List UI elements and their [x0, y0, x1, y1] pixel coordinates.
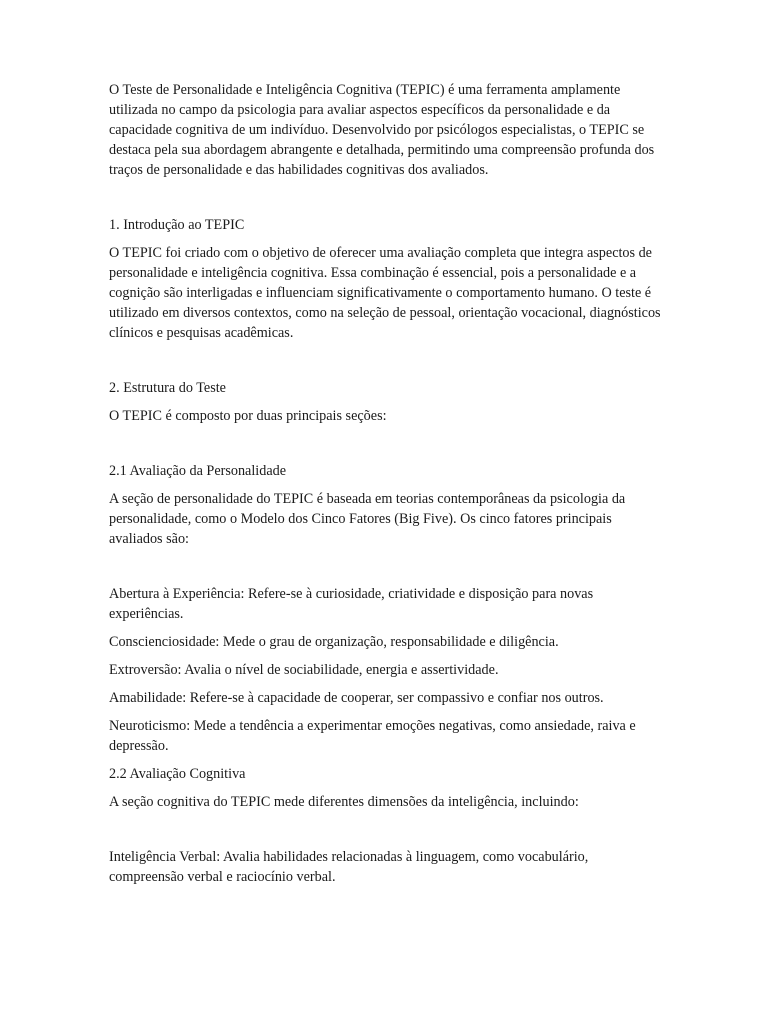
cognitive-item: Inteligência Verbal: Avalia habilidades relacionadas à linguagem, como vocabulário, compreensão verbal e raciocínio verbal. [109, 849, 589, 885]
section-2-1-body: A seção de personalidade do TEPIC é baseada em teorias contemporâneas da psicologia da personalidade, como o Modelo dos Cinco Fatores (Big Five). Os cinco fatores principais avaliados são: [109, 491, 626, 547]
section-1-body: O TEPIC foi criado com o objetivo de oferecer uma avaliação completa que integra aspectos de personalidade e inteligência cognitiva. Essa combinação é essencial, pois a personalidade e a cognição são interligadas e influenciam significativamente o comportamento humano. O teste é utilizado em diversos contextos, como na seleção de pessoal, orientação vocacional, diagnósticos clínicos e pesquisas acadêmicas. [109, 245, 661, 341]
intro-paragraph: O Teste de Personalidade e Inteligência Cognitiva (TEPIC) é uma ferramenta amplamente utilizada no campo da psicologia para avaliar aspectos específicos da personalidade e da capacidade cognitiva de um indivíduo. Desenvolvido por psicólogos especialistas, o TEPIC se destaca pela sua abordagem abrangente e detalhada, permitindo uma compreensão profunda dos traços de personalidade e das habilidades cognitivas dos avaliados. [109, 82, 655, 178]
section-2-2-body: A seção cognitiva do TEPIC mede diferentes dimensões da inteligência, incluindo: [109, 794, 579, 810]
factor-item: Conscienciosidade: Mede o grau de organização, responsabilidade e diligência. [109, 634, 559, 650]
factor-item: Neuroticismo: Mede a tendência a experimentar emoções negativas, como ansiedade, raiva e depressão. [109, 718, 636, 754]
section-2-body: O TEPIC é composto por duas principais seções: [109, 408, 387, 424]
section-2-heading: 2. Estrutura do Teste [109, 380, 226, 396]
section-2-1-heading: 2.1 Avaliação da Personalidade [109, 463, 287, 479]
factor-item: Amabilidade: Refere-se à capacidade de cooperar, ser compassivo e confiar nos outros. [109, 690, 604, 706]
factor-item: Abertura à Experiência: Refere-se à curiosidade, criatividade e disposição para novas experiências. [109, 586, 594, 622]
document-page [109, 80, 664, 887]
factor-item: Extroversão: Avalia o nível de sociabilidade, energia e assertividade. [109, 662, 499, 678]
section-1-heading: 1. Introdução ao TEPIC [109, 217, 245, 233]
section-2-2-heading: 2.2 Avaliação Cognitiva [109, 766, 246, 782]
